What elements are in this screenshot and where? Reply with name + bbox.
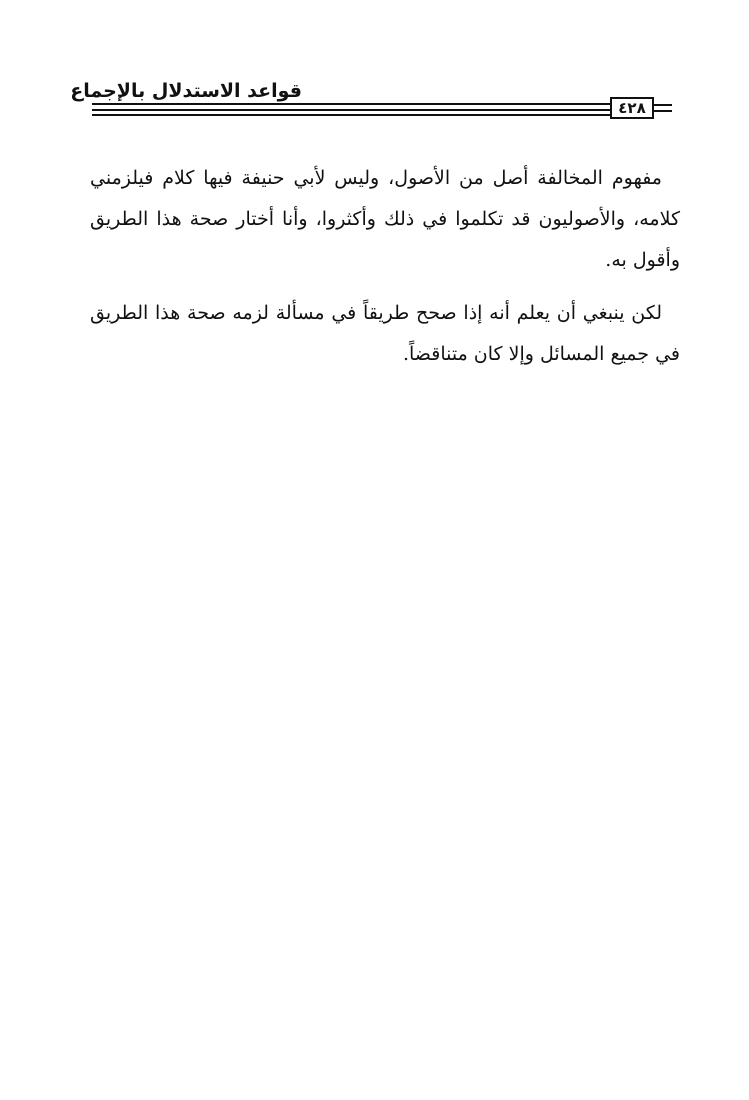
page-number-text: ٤٢٨ <box>618 99 646 117</box>
paragraph-1: مفهوم المخالفة أصل من الأصول، وليس لأبي حنيفة فيها كلام فيلزمني كلامه، والأصوليون قد تكلموا في ذلك وأكثروا، وأنا أختار صحة هذا الطريق وأقول به. <box>90 167 680 271</box>
running-header <box>70 76 678 124</box>
page-number-ornament-top <box>654 104 672 106</box>
body-text <box>90 158 680 375</box>
header-rule-bottom <box>92 114 610 116</box>
page-number-ornament-bottom <box>654 110 672 112</box>
header-title: قواعد الاستدلال بالإجماع <box>70 80 302 102</box>
header-rule-middle <box>92 109 610 111</box>
header-rule-top <box>92 103 610 105</box>
page-number <box>610 97 654 119</box>
paragraph-2: لكن ينبغي أن يعلم أنه إذا صحح طريقاً في مسألة لزمه صحة هذا الطريق في جميع المسائل وإلا كان متناقضاً. <box>90 302 680 365</box>
